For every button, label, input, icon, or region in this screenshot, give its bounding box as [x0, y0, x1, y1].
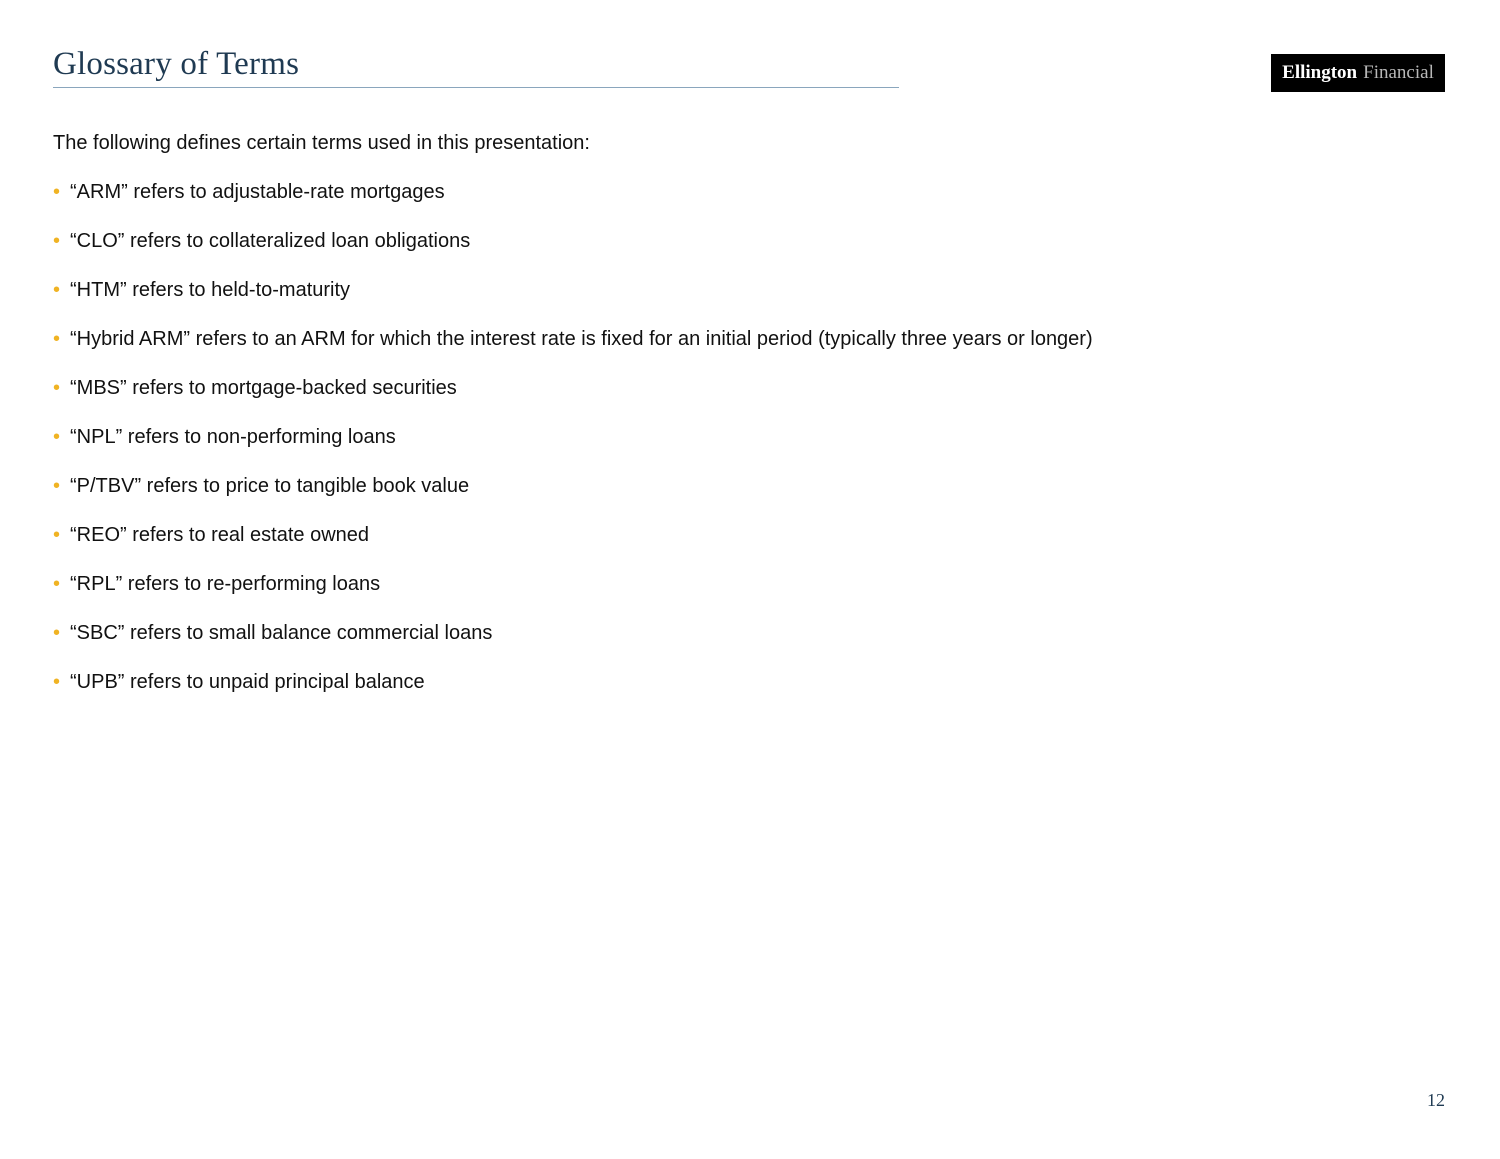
- logo-secondary-text: Financial: [1363, 62, 1434, 83]
- glossary-item: [53, 326, 1093, 375]
- bullet-icon: •: [53, 279, 61, 301]
- glossary-item: [53, 228, 1093, 277]
- glossary-item-text: “UPB” refers to unpaid principal balance: [70, 671, 425, 693]
- intro-text: The following defines certain terms used in this presentation:: [53, 132, 590, 154]
- glossary-item: [53, 620, 1093, 669]
- glossary-item: [53, 179, 1093, 228]
- bullet-icon: •: [53, 426, 61, 448]
- title-divider: [53, 87, 899, 88]
- glossary-item-text: “REO” refers to real estate owned: [70, 524, 370, 546]
- glossary-item-text: “HTM” refers to held-to-maturity: [70, 279, 351, 301]
- bullet-icon: •: [53, 181, 61, 203]
- logo-primary-text: Ellington: [1282, 62, 1358, 83]
- glossary-item: [53, 571, 1093, 620]
- company-logo: [1271, 54, 1445, 92]
- bullet-icon: •: [53, 671, 61, 693]
- glossary-item-text: “P/TBV” refers to price to tangible book value: [70, 475, 470, 497]
- glossary-item-text: “RPL” refers to re-performing loans: [70, 573, 381, 595]
- glossary-item-text: “MBS” refers to mortgage-backed securities: [70, 377, 457, 399]
- glossary-item-text: “CLO” refers to collateralized loan obligations: [70, 230, 471, 252]
- glossary-item: [53, 277, 1093, 326]
- bullet-icon: •: [53, 475, 61, 497]
- glossary-item-text: “Hybrid ARM” refers to an ARM for which the interest rate is fixed for an initial period (typically three years or longer): [70, 328, 1093, 350]
- glossary-item-text: “NPL” refers to non-performing loans: [70, 426, 396, 448]
- page-title: Glossary of Terms: [53, 46, 300, 82]
- glossary-item-text: “ARM” refers to adjustable-rate mortgages: [70, 181, 445, 203]
- bullet-icon: •: [53, 328, 61, 350]
- glossary-item: [53, 424, 1093, 473]
- glossary-item: [53, 522, 1093, 571]
- glossary-list: [53, 179, 1093, 718]
- bullet-icon: •: [53, 230, 61, 252]
- bullet-icon: •: [53, 573, 61, 595]
- page-number: 12: [1427, 1090, 1445, 1110]
- bullet-icon: •: [53, 377, 61, 399]
- glossary-item: [53, 375, 1093, 424]
- bullet-icon: •: [53, 622, 61, 644]
- glossary-item: [53, 669, 1093, 718]
- glossary-item: [53, 473, 1093, 522]
- glossary-item-text: “SBC” refers to small balance commercial loans: [70, 622, 493, 644]
- bullet-icon: •: [53, 524, 61, 546]
